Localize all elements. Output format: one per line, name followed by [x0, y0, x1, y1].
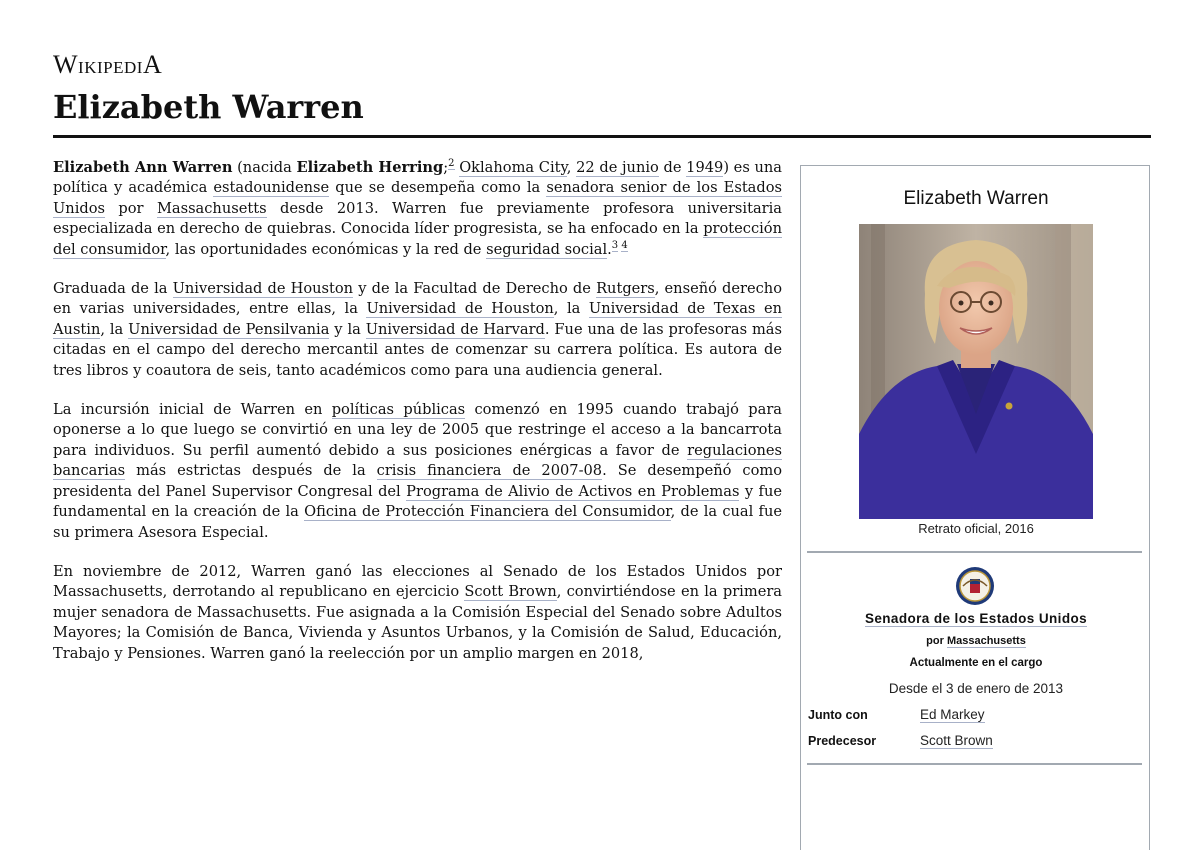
reference-link[interactable]: 4	[621, 239, 628, 251]
text: y fue fundamental en la creación de la	[53, 482, 782, 521]
reference-link[interactable]: 2	[448, 158, 455, 170]
infobox-title: Elizabeth Warren	[903, 188, 1049, 209]
row-label: Predecesor	[808, 734, 877, 748]
link-university-houston[interactable]: Universidad de Houston	[172, 280, 354, 298]
text: y la	[329, 320, 366, 338]
link-tarp[interactable]: Programa de Alivio de Activos en Problemas	[406, 482, 740, 500]
reference-link[interactable]: 3	[611, 239, 619, 251]
text: , la	[100, 320, 129, 338]
text: y de la Facultad de Derecho de	[353, 280, 597, 298]
text: , las oportunidades económicas y la red de	[165, 240, 487, 258]
incumbent-status: Actualmente en el cargo	[909, 657, 1043, 669]
wordmark-letter-w: W	[53, 50, 79, 79]
link-consumer-protection[interactable]: protección del consumidor	[53, 220, 782, 258]
text: desde 2013. Warren fue previamente profesora universitaria especializada en derecho de quiebras. Conocida líder progresista, se ha enfocado en la	[53, 199, 783, 238]
link-massachusetts[interactable]: Massachusetts	[156, 199, 267, 217]
text: . Fue una de las profesoras más citadas en el campo del derecho mercantil antes de comenzar su carrera política. Es autora de tres libros y coautora de seis, tanto académicos como para una audiencia general.	[53, 320, 782, 379]
infobox	[800, 165, 1150, 850]
wikipedia-wordmark[interactable]	[53, 50, 162, 80]
link-senior-senator[interactable]: senadora senior de los Estados Unidos	[53, 179, 783, 217]
link-cfpb[interactable]: Oficina de Protección Financiera del Consumidor	[304, 503, 671, 521]
row-value-link[interactable]: Scott Brown	[920, 733, 993, 748]
row-value-link[interactable]: Ed Markey	[920, 707, 985, 722]
office-title	[801, 611, 1151, 626]
text: ;	[443, 159, 449, 176]
portrait-caption: Retrato oficial, 2016	[918, 521, 1034, 536]
article-body	[53, 158, 782, 683]
infobox-row	[808, 707, 985, 722]
text: ,	[566, 159, 577, 176]
link-university-pennsylvania[interactable]: Universidad de Pensilvania	[128, 320, 330, 338]
link-birth-date[interactable]: 22 de junio	[576, 159, 659, 176]
infobox-divider	[807, 551, 1142, 553]
infobox-divider	[807, 763, 1142, 765]
link-birth-year[interactable]: 1949	[686, 159, 724, 176]
text: , convirtiéndose en la primera mujer senadora de Massachusetts. Fue asignada a la Comisión Especial del Senado sobre Adultos Mayores; la Comisión de Banca, Vivienda y Asuntos Urbanos, y la Comisión de Salud, Educación, Trabajo y Pensiones. Warren ganó la reelección por un amplio margen en 2018,	[53, 583, 783, 662]
bold-full-name: Elizabeth Ann Warren	[53, 159, 233, 176]
state-prefix: por	[926, 635, 947, 647]
text: por	[104, 199, 157, 217]
paragraph-senate	[53, 562, 782, 664]
wordmark-middle: IKIPEDI	[78, 58, 143, 77]
link-social-security[interactable]: seguridad social	[486, 240, 608, 258]
link-harvard[interactable]: Universidad de Harvard	[365, 320, 545, 338]
state-link[interactable]: Massachusetts	[946, 635, 1026, 647]
wordmark-letter-a: A	[142, 50, 163, 79]
page-title: Elizabeth Warren	[53, 88, 364, 126]
text: ) es una política y académica	[53, 159, 782, 197]
link-financial-crisis[interactable]: crisis financiera de 2007-08	[376, 462, 603, 480]
link-public-policy[interactable]: políticas públicas	[331, 401, 466, 419]
portrait-image[interactable]	[859, 224, 1093, 519]
text: La incursión inicial de Warren en	[53, 401, 332, 419]
text: Graduada de la	[53, 280, 173, 298]
link-rutgers[interactable]: Rutgers	[596, 280, 655, 298]
text: de	[658, 159, 687, 176]
text: que se desempeña como la	[329, 179, 547, 197]
link-scott-brown[interactable]: Scott Brown	[464, 583, 557, 601]
text: En noviembre de 2012, Warren ganó las elecciones al Senado de los Estados Unidos por Massachusetts, derrotando al republicano en ejercicio	[53, 562, 782, 601]
paragraph-intro	[53, 158, 782, 260]
paragraph-education	[53, 279, 782, 381]
link-estadounidense[interactable]: estadounidense	[213, 179, 330, 197]
text: más estrictas después de la	[125, 462, 377, 480]
row-label: Junto con	[808, 708, 868, 722]
text: , la	[553, 300, 589, 318]
text: . Se desempeñó como presidenta del Panel Supervisor Congresal del	[53, 462, 782, 500]
link-university-texas[interactable]: Universidad de Texas en Austin	[53, 300, 782, 338]
text: , enseñó derecho en varias universidades, entre ellas, la	[53, 280, 782, 318]
bold-birth-name: Elizabeth Herring	[296, 159, 444, 176]
link-bank-regulation[interactable]: regulaciones bancarias	[53, 441, 782, 480]
link-university-houston[interactable]: Universidad de Houston	[366, 300, 554, 318]
link-oklahoma-city[interactable]: Oklahoma City	[459, 159, 567, 176]
text: , de la cual fue su primera Asesora Especial.	[53, 503, 782, 541]
text: comenzó en 1995 cuando trabajó para oponerse a lo que luego se convirtió en una ley de 2005 que restringe el acceso a la bancarrota para individuos. Su perfil aumentó debido a sus posiciones enérgicas a favor de	[53, 401, 783, 459]
senate-seal-icon	[955, 566, 995, 606]
infobox-row	[808, 733, 993, 748]
text: (nacida	[232, 159, 297, 176]
paragraph-policy	[53, 400, 782, 543]
term-start: Desde el 3 de enero de 2013	[888, 681, 1064, 696]
title-rule	[53, 135, 1151, 138]
office-link[interactable]: Senadora de los Estados Unidos	[864, 611, 1088, 626]
office-state	[801, 635, 1151, 647]
text: .	[607, 240, 612, 258]
